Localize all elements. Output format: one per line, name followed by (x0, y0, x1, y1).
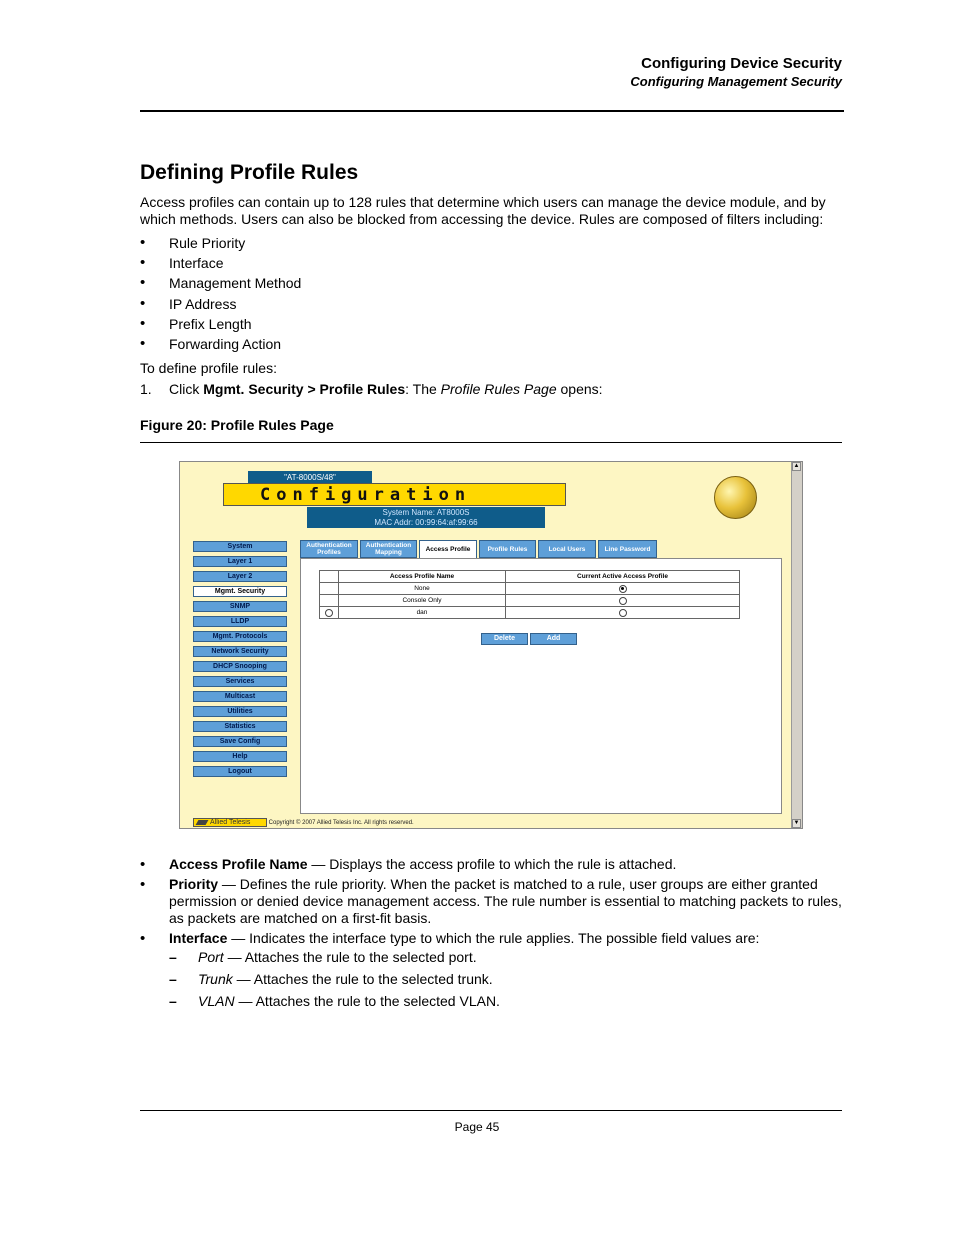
nav-button-layer2[interactable]: Layer 2 (193, 571, 287, 582)
nav-button-mgmt-security[interactable]: Mgmt. Security (193, 586, 287, 597)
list-item: • Interface (140, 255, 301, 275)
list-item (169, 949, 842, 966)
tab-access-profile[interactable]: Access Profile (419, 540, 477, 558)
mac-address: MAC Addr: 00:99:64:af:99:66 (374, 518, 478, 527)
tab-authentication-profiles[interactable]: Authentication Profiles (300, 540, 358, 558)
field-descriptions (140, 856, 842, 1015)
tab-authentication-mapping[interactable]: Authentication Mapping (360, 540, 417, 558)
nav-button-dhcp-snooping[interactable]: DHCP Snooping (193, 661, 287, 672)
column-header-active-profile: Current Active Access Profile (506, 571, 740, 583)
tab-line-password[interactable]: Line Password (598, 540, 657, 558)
page-number: Page 45 (454, 1120, 500, 1134)
scroll-up-icon[interactable]: ▲ (793, 463, 800, 469)
list-item (140, 876, 842, 927)
step-page-name: Profile Rules Page (440, 381, 557, 397)
active-profile-cell (506, 595, 740, 607)
step-menu-path: Mgmt. Security > Profile Rules (203, 381, 406, 397)
nav-button-mgmt-protocols[interactable]: Mgmt. Protocols (193, 631, 287, 642)
section-title: Defining Profile Rules (140, 161, 359, 184)
table-row (320, 595, 740, 607)
nav-button-snmp[interactable]: SNMP (193, 601, 287, 612)
field-description: — Displays the access profile to which the rule is attached. (307, 856, 677, 872)
step-text (169, 381, 603, 397)
header-divider (140, 110, 844, 112)
access-profile-table (319, 570, 740, 619)
nav-button-network-security[interactable]: Network Security (193, 646, 287, 657)
step-text-pre: Click (169, 381, 204, 397)
globe-logo-icon (714, 476, 757, 519)
nav-button-help[interactable]: Help (193, 751, 287, 762)
field-description: — Indicates the interface type to which the rule applies. The possible field values are: (227, 930, 760, 946)
figure-divider (140, 442, 842, 443)
list-item (169, 993, 842, 1010)
screenshot-footer (193, 818, 453, 828)
tab-profile-rules[interactable]: Profile Rules (479, 540, 536, 558)
value-description: — Attaches the rule to the selected trunk. (232, 971, 493, 987)
list-item: • IP Address (140, 296, 301, 316)
filter-list (140, 235, 301, 356)
table-row (320, 607, 740, 619)
value-term: VLAN (198, 993, 235, 1009)
device-model-label: "AT-8000S/48" (248, 471, 372, 484)
nav-button-system[interactable]: System (193, 541, 287, 552)
active-profile-cell (506, 583, 740, 595)
running-header-chapter: Configuring Device Security (641, 55, 842, 72)
field-term: Priority (169, 876, 219, 892)
table-row (320, 583, 740, 595)
list-item (140, 930, 842, 1010)
field-term: Access Profile Name (169, 856, 308, 872)
active-profile-cell (506, 607, 740, 619)
nav-button-logout[interactable]: Logout (193, 766, 287, 777)
nav-button-statistics[interactable]: Statistics (193, 721, 287, 732)
field-term: Interface (169, 930, 228, 946)
figure-caption: Figure 20: Profile Rules Page (140, 417, 334, 433)
value-term: Port (198, 949, 224, 965)
profile-rules-screenshot (179, 461, 803, 829)
field-description: — Defines the rule priority. When the packet is matched to a rule, user groups are either granted permission or denied device management access. The rule number is essential to matching packets to rules, as packets are matched on a first-fit basis. (169, 876, 842, 926)
running-header-section: Configuring Management Security (630, 74, 842, 89)
value-term: Trunk (198, 971, 233, 987)
profile-name-cell: Console Only (339, 595, 506, 607)
sidebar-nav (193, 541, 287, 781)
system-name: System Name: AT8000S (382, 508, 470, 517)
list-item: • Forwarding Action (140, 336, 301, 356)
nav-button-utilities[interactable]: Utilities (193, 706, 287, 717)
delete-button[interactable]: Delete (481, 633, 528, 645)
row-select-cell (320, 583, 339, 595)
active-profile-radio[interactable] (619, 597, 627, 605)
nav-button-services[interactable]: Services (193, 676, 287, 687)
list-item: • Prefix Length (140, 316, 301, 336)
table-header-row (320, 571, 740, 583)
system-info-box (307, 507, 545, 528)
profile-name-cell: dan (339, 607, 506, 619)
interface-values (169, 949, 842, 1010)
value-description: — Attaches the rule to the selected VLAN. (234, 993, 500, 1009)
nav-button-layer1[interactable]: Layer 1 (193, 556, 287, 567)
row-select-radio[interactable] (325, 609, 333, 617)
content-panel (300, 558, 782, 814)
value-description: — Attaches the rule to the selected port. (223, 949, 477, 965)
step-number: 1. (140, 381, 152, 397)
active-profile-radio[interactable] (619, 609, 627, 617)
header-select-cell (320, 571, 339, 583)
nav-button-lldp[interactable]: LLDP (193, 616, 287, 627)
configuration-banner: Configuration (223, 483, 566, 506)
tab-local-users[interactable]: Local Users (538, 540, 596, 558)
row-select-cell (320, 595, 339, 607)
procedure-intro: To define profile rules: (140, 360, 277, 376)
list-item (169, 971, 842, 988)
add-button[interactable]: Add (530, 633, 577, 645)
list-item: • Rule Priority (140, 235, 301, 255)
scroll-down-icon[interactable]: ▼ (793, 820, 800, 826)
list-item (140, 856, 842, 873)
copyright-text: Copyright © 2007 Allied Telesis Inc. All rights reserved. (268, 820, 414, 826)
step-text-mid: : The (405, 381, 441, 397)
step-text-post: opens: (556, 381, 603, 397)
nav-button-save-config[interactable]: Save Config (193, 736, 287, 747)
allied-telesis-logo: Allied Telesis (193, 818, 267, 827)
footer-divider (140, 1110, 842, 1111)
list-item: • Management Method (140, 275, 301, 295)
vertical-scrollbar[interactable] (791, 462, 802, 828)
column-header-profile-name: Access Profile Name (339, 571, 506, 583)
profile-name-cell: None (339, 583, 506, 595)
row-select-cell (320, 607, 339, 619)
active-profile-radio[interactable] (619, 585, 627, 593)
intro-paragraph: Access profiles can contain up to 128 rules that determine which users can manage the device module, and by which methods. Users can also be blocked from accessing the device. Rules are composed of filters including: (140, 194, 826, 227)
nav-button-multicast[interactable]: Multicast (193, 691, 287, 702)
